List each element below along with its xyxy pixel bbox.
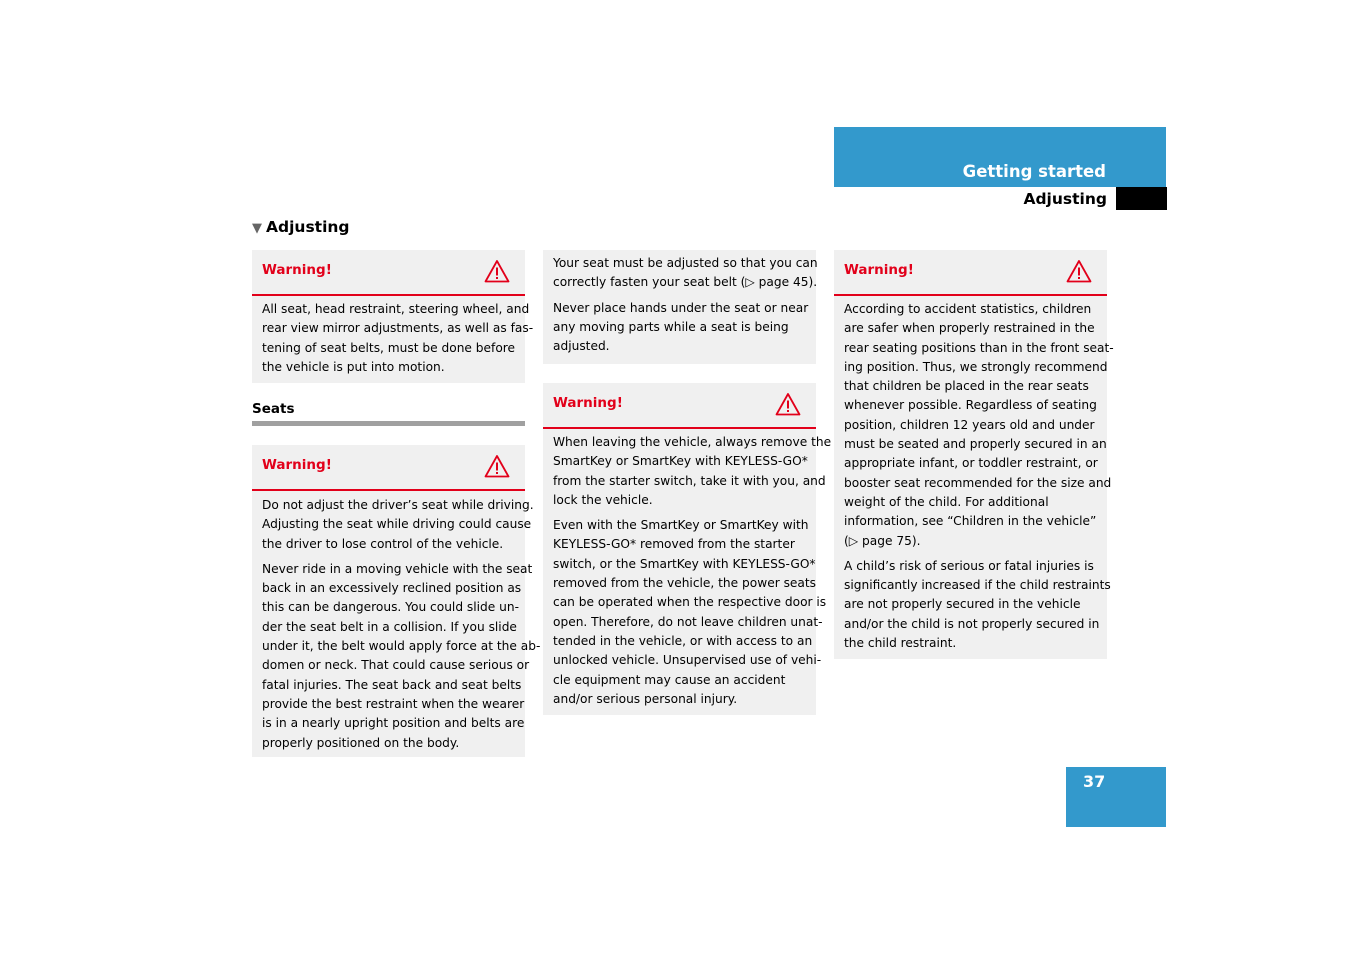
text-line: der the seat belt in a collision. If you slide	[262, 619, 517, 634]
warning-header	[543, 383, 816, 429]
page-number: 37	[1083, 772, 1106, 791]
text-line: According to accident statistics, children	[844, 302, 1092, 316]
text-line: open. Therefore, do not leave children unat-	[553, 614, 823, 629]
paragraph	[553, 433, 832, 510]
text-line: adjusted.	[553, 339, 610, 354]
text-line: All seat, head restraint, steering wheel, and	[262, 302, 530, 316]
text-line: the child restraint.	[844, 636, 957, 651]
text-line: information, see “Children in the vehicle”	[844, 514, 1097, 529]
warning-triangle-icon	[775, 392, 801, 416]
note-body	[543, 250, 816, 362]
paragraph	[553, 254, 818, 293]
text-line: ing position. Thus, we strongly recommend	[844, 359, 1108, 374]
text-line: and/or the child is not properly secured in	[844, 616, 1100, 631]
text-line: any moving parts while a seat is being	[553, 319, 789, 334]
text-line: cle equipment may cause an accident	[553, 672, 786, 687]
text-line: rear view mirror adjustments, as well as fas-	[262, 321, 534, 336]
text-line: are not properly secured in the vehicle	[844, 597, 1081, 612]
text-line: this can be dangerous. You could slide un-	[262, 600, 520, 615]
warning-box-seat-driving	[252, 445, 541, 757]
text-line: properly positioned on the body.	[262, 735, 460, 750]
warning-triangle-icon	[484, 454, 510, 478]
text-line: is in a nearly upright position and belts are	[262, 716, 525, 731]
chapter-header-tab	[834, 127, 1166, 187]
text-line: (▷ page 75).	[844, 533, 921, 548]
text-line: under it, the belt would apply force at the ab-	[262, 639, 541, 654]
paragraph	[844, 300, 1114, 551]
paragraph	[844, 557, 1111, 653]
text-line: correctly fasten your seat belt (▷ page 45).	[553, 275, 818, 290]
text-line: fatal injuries. The seat back and seat belts	[262, 677, 522, 692]
text-line: back in an excessively reclined position as	[262, 581, 522, 596]
warning-body	[543, 429, 832, 715]
warning-box-smartkey	[543, 383, 832, 715]
seats-heading-rule	[252, 421, 525, 426]
text-line: the driver to lose control of the vehicle.	[262, 536, 504, 551]
triangle-down-icon: ▼	[252, 221, 262, 236]
text-line: Do not adjust the driver’s seat while driving.	[262, 498, 534, 512]
text-line: from the starter switch, take it with you, and	[553, 473, 826, 488]
warning-label: Warning!	[262, 262, 332, 278]
text-line: the vehicle is put into motion.	[262, 359, 445, 374]
warning-body	[834, 296, 1114, 659]
text-line: When leaving the vehicle, always remove the	[553, 435, 832, 449]
text-line: lock the vehicle.	[553, 492, 653, 507]
text-line: unlocked vehicle. Unsupervised use of vehi-	[553, 653, 822, 668]
warning-triangle-icon	[1066, 259, 1092, 283]
seats-heading: Seats	[252, 401, 295, 417]
subsection-title: Adjusting	[1023, 190, 1107, 208]
text-line: rear seating positions than in the front seat-	[844, 340, 1114, 355]
warning-header	[252, 250, 525, 296]
paragraph	[262, 300, 534, 377]
text-line: appropriate infant, or toddler restraint, or	[844, 456, 1098, 471]
text-line: Never place hands under the seat or near	[553, 300, 809, 315]
text-line: domen or neck. That could cause serious or	[262, 658, 530, 673]
chapter-title: Getting started	[962, 162, 1106, 181]
warning-triangle-icon	[484, 259, 510, 283]
text-line: whenever possible. Regardless of seating	[844, 398, 1097, 413]
text-line: are safer when properly restrained in the	[844, 321, 1095, 336]
text-line: Even with the SmartKey or SmartKey with	[553, 518, 809, 533]
text-line: and/or serious personal injury.	[553, 691, 738, 706]
text-line: KEYLESS-GO* removed from the starter	[553, 537, 795, 552]
text-line: Adjusting the seat while driving could cause	[262, 517, 532, 532]
warning-box-children	[834, 250, 1114, 659]
text-line: Your seat must be adjusted so that you can	[553, 256, 818, 270]
warning-label: Warning!	[553, 395, 623, 411]
text-line: Never ride in a moving vehicle with the seat	[262, 561, 533, 576]
paragraph	[553, 516, 827, 709]
warning-body	[252, 296, 534, 383]
note-box-seat-adjust	[543, 250, 816, 364]
text-line: tening of seat belts, must be done before	[262, 340, 516, 355]
text-line: removed from the vehicle, the power seats	[553, 576, 817, 591]
text-line: must be seated and properly secured in an	[844, 437, 1107, 452]
text-line: provide the best restraint when the wearer	[262, 696, 525, 711]
paragraph	[553, 299, 807, 357]
warning-label: Warning!	[844, 262, 914, 278]
warning-header	[834, 250, 1107, 296]
subsection-marker-block	[1116, 187, 1167, 210]
warning-box-adjustments	[252, 250, 534, 383]
warning-header	[252, 445, 525, 491]
text-line: switch, or the SmartKey with KEYLESS-GO*	[553, 556, 816, 571]
text-line: position, children 12 years old and under	[844, 417, 1095, 432]
text-line: A child’s risk of serious or fatal injuries is	[844, 558, 1094, 573]
section-title	[252, 218, 350, 236]
text-line: SmartKey or SmartKey with KEYLESS-GO*	[553, 454, 808, 469]
paragraph	[262, 560, 541, 753]
text-line: that children be placed in the rear seats	[844, 379, 1089, 394]
paragraph	[262, 496, 534, 554]
page-number-tab	[1066, 767, 1166, 827]
text-line: significantly increased if the child restraints	[844, 578, 1111, 593]
text-line: weight of the child. For additional	[844, 494, 1049, 509]
section-title-text: Adjusting	[266, 218, 350, 236]
warning-label: Warning!	[262, 457, 332, 473]
warning-body	[252, 491, 541, 759]
text-line: booster seat recommended for the size and	[844, 475, 1112, 490]
text-line: tended in the vehicle, or with access to an	[553, 633, 813, 648]
text-line: can be operated when the respective door is	[553, 595, 827, 610]
